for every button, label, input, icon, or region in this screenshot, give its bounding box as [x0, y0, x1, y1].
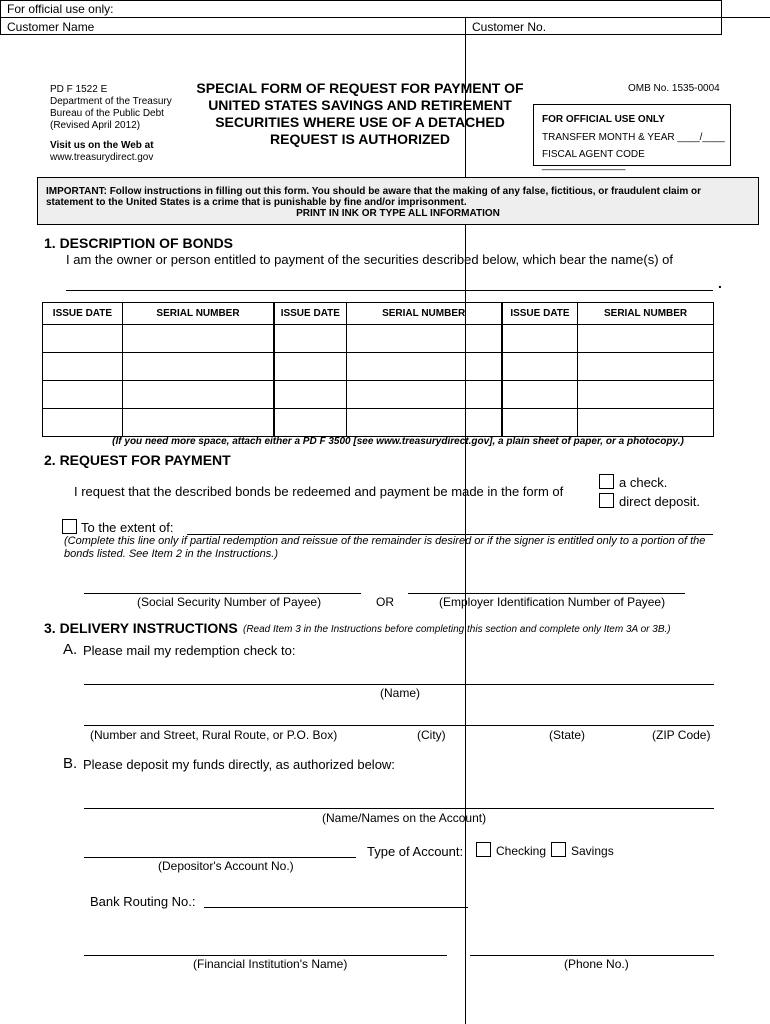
official-use-top-box — [0, 0, 722, 35]
more-space-note: (If you need more space, attach either a PD F 3500 [see www.treasurydirect.gov], a plain sheet of paper, or a photocopy.) — [112, 436, 684, 447]
savings-label: Savings — [571, 844, 614, 858]
serial-number-cell[interactable] — [122, 409, 274, 437]
table-row — [43, 381, 714, 409]
table-row — [43, 353, 714, 381]
important-text: IMPORTANT: Follow instructions in filling out this form. You should be aware that the making of any false, fictitious, or fraudulent claim or statement to the United States is a crime that is punishable by fine and/or imprisonment. — [46, 186, 702, 208]
serial-number-cell[interactable] — [122, 325, 274, 353]
phone-number-field[interactable] — [470, 943, 714, 956]
issue-date-cell[interactable] — [274, 325, 346, 353]
issue-date-cell[interactable] — [274, 409, 346, 437]
section1-heading: 1. DESCRIPTION OF BONDS — [44, 235, 234, 251]
item-a-text: Please mail my redemption check to: — [83, 643, 296, 658]
routing-label: Bank Routing No.: — [90, 894, 196, 909]
serial-number-cell[interactable] — [346, 381, 502, 409]
direct-deposit-label: direct deposit. — [619, 494, 700, 509]
issue-date-cell[interactable] — [274, 381, 346, 409]
zip-label: (ZIP Code) — [652, 728, 711, 742]
customer-name-label: Customer Name — [7, 20, 95, 34]
fiscal-agent-field[interactable]: FISCAL AGENT CODE _______________ — [542, 149, 645, 171]
issue-date-cell[interactable] — [43, 325, 123, 353]
serial-number-cell[interactable] — [578, 381, 714, 409]
account-names-label: (Name/Names on the Account) — [322, 811, 487, 825]
official-use-heading: FOR OFFICIAL USE ONLY — [542, 114, 665, 125]
routing-number-field[interactable] — [204, 895, 468, 908]
issue-date-cell[interactable] — [43, 409, 123, 437]
owner-statement: I am the owner or person entitled to payment of the securities described below, which bear the name(s) of — [66, 252, 673, 267]
depositor-account-label: (Depositor's Account No.) — [158, 859, 294, 873]
issue-date-cell[interactable] — [502, 353, 578, 381]
extent-label: To the extent of: — [81, 520, 174, 535]
for-official-use-label: For official use only: — [7, 2, 114, 16]
direct-deposit-checkbox[interactable] — [599, 493, 614, 508]
important-notice — [37, 177, 759, 225]
serial-number-cell[interactable] — [346, 325, 502, 353]
issue-date-cell[interactable] — [43, 381, 123, 409]
form-number: PD F 1522 E — [50, 84, 108, 95]
institution-label: (Financial Institution's Name) — [193, 957, 348, 971]
state-label: (State) — [549, 728, 586, 742]
ssn-label: (Social Security Number of Payee) — [137, 595, 322, 609]
depositor-account-field[interactable] — [84, 845, 356, 858]
bonds-table-header — [43, 303, 714, 325]
institution-name-field[interactable] — [84, 943, 447, 956]
serial-number-cell[interactable] — [122, 353, 274, 381]
table-row — [43, 325, 714, 353]
statement-period: . — [718, 275, 722, 291]
mail-address-field[interactable] — [84, 713, 714, 726]
serial-number-cell[interactable] — [346, 353, 502, 381]
savings-checkbox[interactable] — [551, 842, 566, 857]
col-serial-number-2: SERIAL NUMBER — [346, 303, 502, 325]
extent-amount-field[interactable] — [187, 522, 713, 535]
bond-owner-name-field[interactable] — [66, 279, 713, 291]
website-link[interactable]: www.treasurydirect.gov — [50, 152, 154, 163]
revision-date: (Revised April 2012) — [50, 120, 141, 131]
payment-request-text: I request that the described bonds be redeemed and payment be made in the form of — [74, 484, 564, 499]
issue-date-cell[interactable] — [502, 325, 578, 353]
ein-label: (Employer Identification Number of Payee) — [439, 595, 666, 609]
check-checkbox[interactable] — [599, 474, 614, 489]
visit-web-label: Visit us on the Web at — [50, 140, 154, 151]
phone-label: (Phone No.) — [564, 957, 629, 971]
mail-name-field[interactable] — [84, 672, 714, 685]
check-label: a check. — [619, 475, 668, 490]
col-issue-date-2: ISSUE DATE — [274, 303, 346, 325]
issue-date-cell[interactable] — [274, 353, 346, 381]
customer-no-label: Customer No. — [472, 20, 547, 34]
checking-label: Checking — [496, 844, 547, 858]
issue-date-cell[interactable] — [502, 409, 578, 437]
section3-heading: 3. DELIVERY INSTRUCTIONS — [44, 620, 238, 636]
checking-checkbox[interactable] — [476, 842, 491, 857]
item-b-text: Please deposit my funds directly, as authorized below: — [83, 757, 395, 772]
name-label: (Name) — [380, 686, 421, 700]
ssn-field[interactable] — [84, 582, 361, 594]
section2-heading: 2. REQUEST FOR PAYMENT — [44, 452, 231, 468]
city-label: (City) — [417, 728, 446, 742]
serial-number-cell[interactable] — [346, 409, 502, 437]
issue-date-cell[interactable] — [43, 353, 123, 381]
extent-checkbox[interactable] — [62, 519, 77, 534]
serial-number-cell[interactable] — [122, 381, 274, 409]
or-label: OR — [376, 595, 394, 609]
table-row — [43, 409, 714, 437]
print-instruction: PRINT IN INK OR TYPE ALL INFORMATION — [296, 208, 500, 219]
item-b-letter: B. — [63, 755, 78, 772]
extent-note: (Complete this line only if partial redemption and reissue of the remainder is desired or if the signer is entitled only to a portion of the bonds listed. See Item 2 in the Instructions.) — [64, 535, 706, 560]
account-names-field[interactable] — [84, 796, 714, 809]
col-serial-number-3: SERIAL NUMBER — [578, 303, 714, 325]
official-use-box — [533, 104, 731, 171]
ein-field[interactable] — [408, 582, 685, 594]
col-issue-date-3: ISSUE DATE — [502, 303, 578, 325]
type-of-account-label: Type of Account: — [367, 844, 464, 859]
serial-number-cell[interactable] — [578, 353, 714, 381]
bureau-name: Bureau of the Public Debt — [50, 108, 164, 119]
col-issue-date-1: ISSUE DATE — [43, 303, 123, 325]
form-info-block — [50, 84, 172, 164]
omb-number: OMB No. 1535-0004 — [628, 83, 720, 94]
serial-number-cell[interactable] — [578, 325, 714, 353]
serial-number-cell[interactable] — [578, 409, 714, 437]
issue-date-cell[interactable] — [502, 381, 578, 409]
bonds-table — [42, 302, 714, 437]
department-name: Department of the Treasury — [50, 96, 172, 107]
item-a-letter: A. — [63, 641, 78, 658]
street-label: (Number and Street, Rural Route, or P.O. Box) — [90, 728, 338, 742]
section3-heading-note: (Read Item 3 in the Instructions before completing this section and complete only Item 3A or 3B.) — [243, 624, 671, 635]
col-serial-number-1: SERIAL NUMBER — [122, 303, 274, 325]
transfer-month-field[interactable]: TRANSFER MONTH & YEAR ____/____ — [542, 132, 725, 143]
form-title: SPECIAL FORM OF REQUEST FOR PAYMENT OF UNITED STATES SAVINGS AND RETIREMENT SECURITIES WHERE USE OF A DETACHED REQUEST IS AUTHORIZED — [196, 80, 524, 147]
